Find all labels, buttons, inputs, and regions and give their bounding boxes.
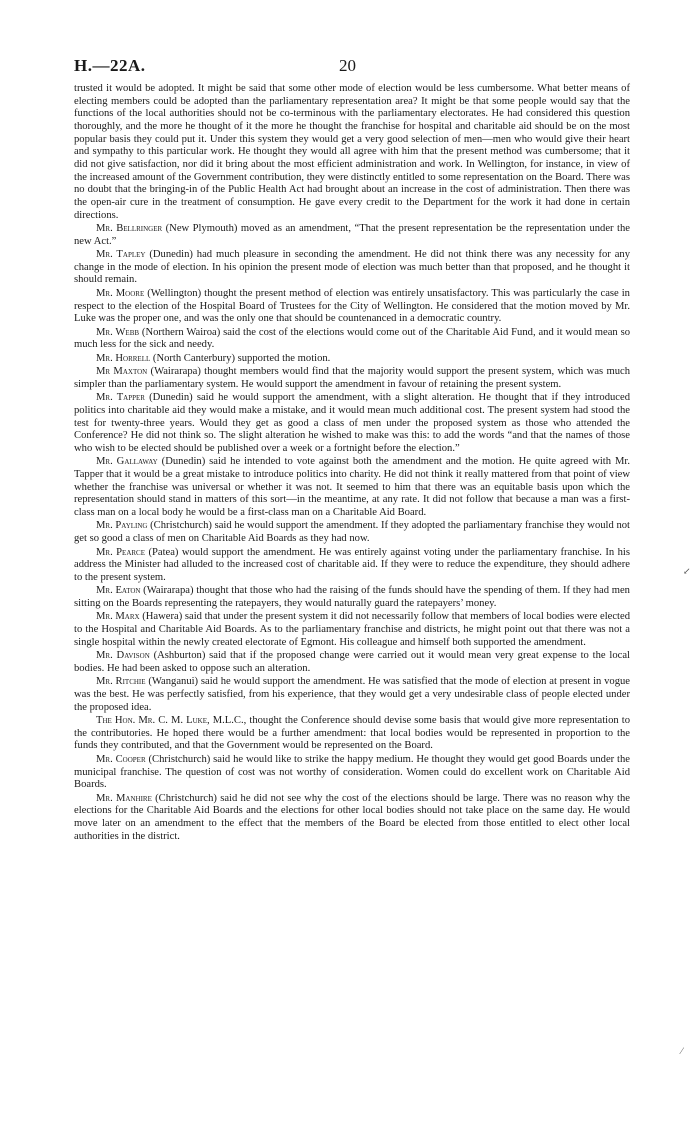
paragraph-bellringer — [74, 223, 630, 248]
paragraph-text: (Wairarapa) thought that those who had the raising of the funds should have the spending of them. If they had men sitting on the Boards representing the ratepayers, they would naturally guard the ratepayers’ money. — [74, 585, 630, 610]
paragraph-text: (Christchurch) said he would like to strike the happy medium. He thought they would get good Boards under the municipal franchise. The question of cost was not worthy of consideration. Women could do excellent work on Charitable Aid Boards. — [74, 753, 630, 791]
speaker-name: Mr. Bellringer — [96, 223, 163, 235]
paragraph-manhire — [74, 793, 630, 844]
paragraph-luke — [74, 715, 630, 753]
paragraph-text: (Dunedin) said he intended to vote against both the amendment and the motion. He quite agreed with Mr. Tapper that it would be a great mistake to introduce politics into charity. He did not think it really mattered from that point of view whether the franchise was universal or whether it was not. It seemed to him that there was an equitable basis upon which the representation should stand in matters of this sort—in the meantime, at any rate. It did not follow that because a man was a first-class man on a local body he would be a first-class man on a Charitable Aid Board. — [74, 456, 630, 519]
speaker-name: Mr. Manhire — [96, 792, 152, 804]
paragraph-continuation — [74, 83, 630, 222]
speaker-name: Mr. Eaton — [96, 585, 141, 597]
speaker-name: Mr. Tapper — [96, 392, 145, 404]
speaker-name: Mr. Payling — [96, 520, 148, 532]
paragraph-text: trusted it would be adopted. It might be said that some other mode of election would be less cumbersome. What better means of electing members could be adopted than the parliamentary representation area? It might be that some people would say that the functions of the local authorities should not be co-terminous with the parliamentary electorates. He had considered this question thoroughly, and the more he thought of it the more he thought the franchise for hospital and charitable aid should be on the most popular basis they could put it. Under this system they would get a very good selection of men—men who would give their heart and sympathy to this particular work. He thought they would all agree with him that the present method was cumbersome; that it did not give satisfaction, nor did it bring about the most efficient administration and work. In Wellington, for instance, in view of the increased amount of the Government contribution, they were distinctly entitled to some representation on the Board. There was no doubt that the bringing-in of the Public Health Act had brought about an increase in the cost of administration. Then there was the open-air cure in the treatment of consumption. He gave every credit to the Department for the work it had done in certain directions. — [74, 83, 630, 221]
speaker-name: Mr. Horrell — [96, 352, 151, 364]
paragraph-pearce — [74, 547, 630, 585]
speaker-name: Mr Maxton — [96, 366, 148, 378]
paragraph-marx — [74, 611, 630, 649]
paragraph-davison — [74, 650, 630, 675]
paragraph-text: (North Canterbury) supported the motion. — [150, 352, 331, 364]
body-text — [74, 83, 630, 844]
speaker-name: Mr. Webb — [96, 326, 140, 338]
speaker-name: Mr. Gallaway — [96, 456, 158, 468]
paragraph-horrell — [74, 353, 630, 366]
paragraph-text: (Wellington) thought the present method of election was entirely unsatisfactory. This was particularly the case in respect to the election of the Hospital Board of Trustees for the City of Wellington. He considered that the motion moved by Mr. Luke was the proper one, and was the only one that should be countenanced in a democratic country. — [74, 287, 630, 325]
document-reference: H.—22A. — [74, 56, 146, 75]
paragraph-text: (Hawera) said that under the present system it did not necessarily follow that members of local bodies were elected to the Hospital and Charitable Aid Boards. As to the parliamentary franchise and districts, he might point out that there was not a single hospital within the newly created electorate of Egmont. His colleague and himself both supported the amendment. — [74, 611, 630, 648]
speaker-name: The Hon. Mr. C. M. Luke, M.L.C. — [96, 715, 244, 727]
paragraph-text: , thought the Conference should devise some basis that would give more representation to the contributories. He hoped there would be a further amendment: that local bodies would be represented in proportion to the funds they contributed, and that the Government would be represented on the Board. — [74, 715, 630, 752]
paragraph-moore — [74, 288, 630, 326]
speaker-name: Mr. Pearce — [96, 546, 146, 558]
paragraph-text: (Northern Wairoa) said the cost of the elections would come out of the Charitable Aid Fund, and it would mean so much less for the sick and needy. — [74, 326, 631, 351]
paragraph-text: (Christchurch) said he would support the amendment. If they adopted the parliamentary franchise they would not get so good a class of men on Charitable Aid Boards as they had now. — [74, 520, 630, 545]
page-number: 20 — [339, 56, 356, 75]
paragraph-text: (New Plymouth) moved as an amendment, “That the present representation be the representation under the new Act.” — [74, 223, 630, 247]
paragraph-payling — [74, 520, 630, 545]
speaker-name: Mr. Cooper — [96, 753, 146, 765]
page-header — [74, 56, 630, 80]
paragraph-text: (Dunedin) had much pleasure in seconding the amendment. He did not think there was any necessity for any change in the mode of election. In his opinion the present mode of election was much better than that proposed, and he thought it should remain. — [74, 249, 630, 286]
speaker-name: Mr. Moore — [96, 287, 145, 299]
paragraph-tapley — [74, 249, 630, 287]
paragraph-maxton — [74, 366, 630, 391]
paragraph-text: (Dunedin) said he would support the amendment, with a slight alteration. He thought that if they introduced politics into charitable aid they would make a mistake, and it would mean much additional cost. The present system had stood the test for twenty-three years. Would they get as good a class of men under the proposed system as those who attended the Conference? He did not think so. The slight alteration he wished to make was this: to add the words “and that the names of those who wish to be elected should be published over a week or a fortnight before the election.” — [74, 392, 630, 454]
speaker-name: Mr. Tapley — [96, 249, 146, 261]
paragraph-gallaway — [74, 456, 630, 519]
speaker-name: Mr. Marx — [96, 611, 140, 623]
paragraph-tapper — [74, 392, 630, 455]
paragraph-ritchie — [74, 676, 630, 714]
paragraph-text: (Patea) would support the amendment. He was entirely against voting under the parliamentary franchise. In his address the Minister had alluded to the increased cost of charitable aid. If they were to reduce the expenditure, they should adhere to the present system. — [74, 546, 630, 583]
speaker-name: Mr. Ritchie — [96, 676, 146, 688]
paragraph-text: (Wairarapa) thought members would find that the majority would support the present system, which was much simpler than the parliamentary system. He would support the amendment in favour of retaining the present system. — [74, 366, 631, 390]
speaker-name: Mr. Davison — [96, 650, 150, 662]
paragraph-text: (Ashburton) said that if the proposed change were carried out it would mean very great expense to the local bodies. He had been asked to oppose such an alteration. — [74, 650, 630, 674]
paragraph-text: (Wanganui) said he would support the amendment. He was satisfied that the mode of election at present in vogue was the best. He was perfectly satisfied, from his experience, that they would get a very undesirable class of people elected under the proposed idea. — [74, 676, 630, 713]
paragraph-text: (Christchurch) said he did not see why the cost of the elections should be large. There was no reason why the elections for the Charitable Aid Boards and the elections for other local bodies should not take place on the same day. He would move later on an amendment to the effect that the members of the Board be elected from those entitled to elect other local authorities in the district. — [74, 792, 630, 842]
margin-mark-icon: ⁄ — [681, 1046, 683, 1056]
paragraph-eaton — [74, 585, 630, 610]
paragraph-webb — [74, 327, 630, 352]
paragraph-cooper — [74, 754, 630, 792]
margin-mark-icon: ↙ — [683, 566, 691, 576]
